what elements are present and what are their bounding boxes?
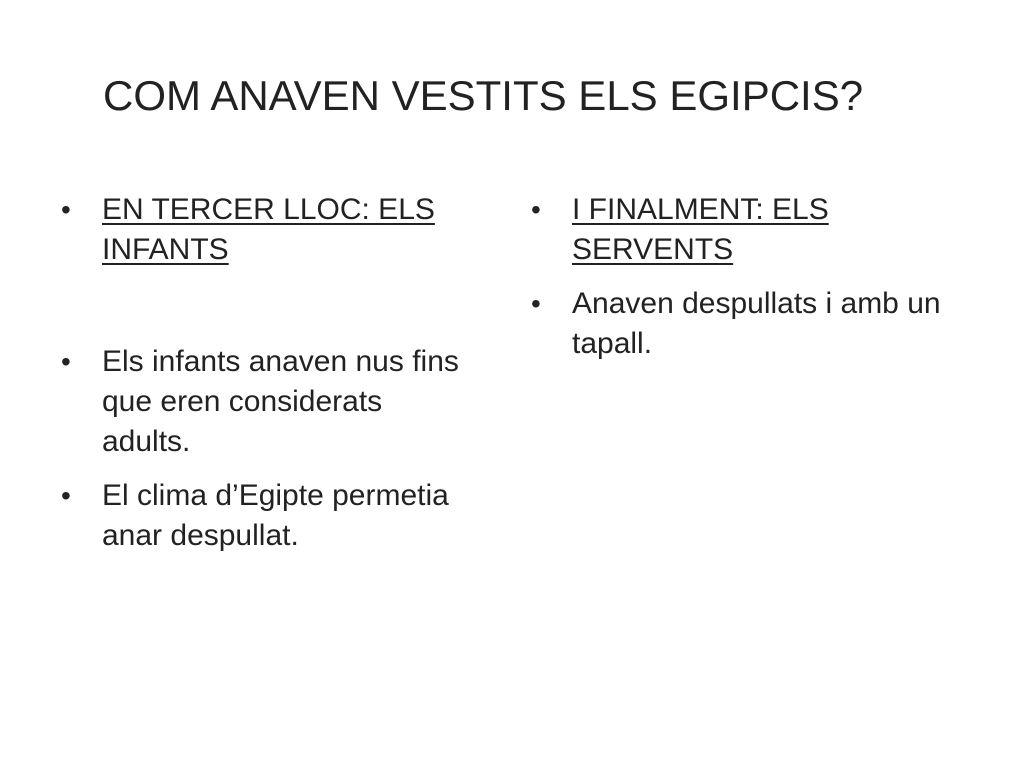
list-item xyxy=(58,476,478,556)
bullet-text: El clima d’Egipte permetia anar despullat. xyxy=(102,479,449,552)
right-column xyxy=(528,190,988,364)
section-heading-servants: I FINALMENT: ELS SERVENTS xyxy=(572,193,829,266)
right-bullet-list xyxy=(528,190,988,364)
bullet-icon: • xyxy=(61,346,71,377)
slide-title: COM ANAVEN VESTITS ELS EGIPCIS? xyxy=(103,72,864,119)
list-item xyxy=(58,342,478,462)
bullet-icon: • xyxy=(61,480,71,511)
bullet-text: Anaven despullats i amb un tapall. xyxy=(572,287,941,360)
section-heading-children: EN TERCER LLOC: ELS INFANTS xyxy=(102,193,435,266)
bullet-icon: • xyxy=(531,194,541,225)
list-item xyxy=(58,190,478,270)
bullet-icon: • xyxy=(531,288,541,319)
bullet-icon: • xyxy=(61,194,71,225)
list-item xyxy=(528,190,988,270)
left-column xyxy=(58,190,478,556)
left-bullet-list xyxy=(58,190,478,556)
bullet-text: Els infants anaven nus fins que eren considerats adults. xyxy=(102,345,459,458)
list-item xyxy=(528,284,988,364)
